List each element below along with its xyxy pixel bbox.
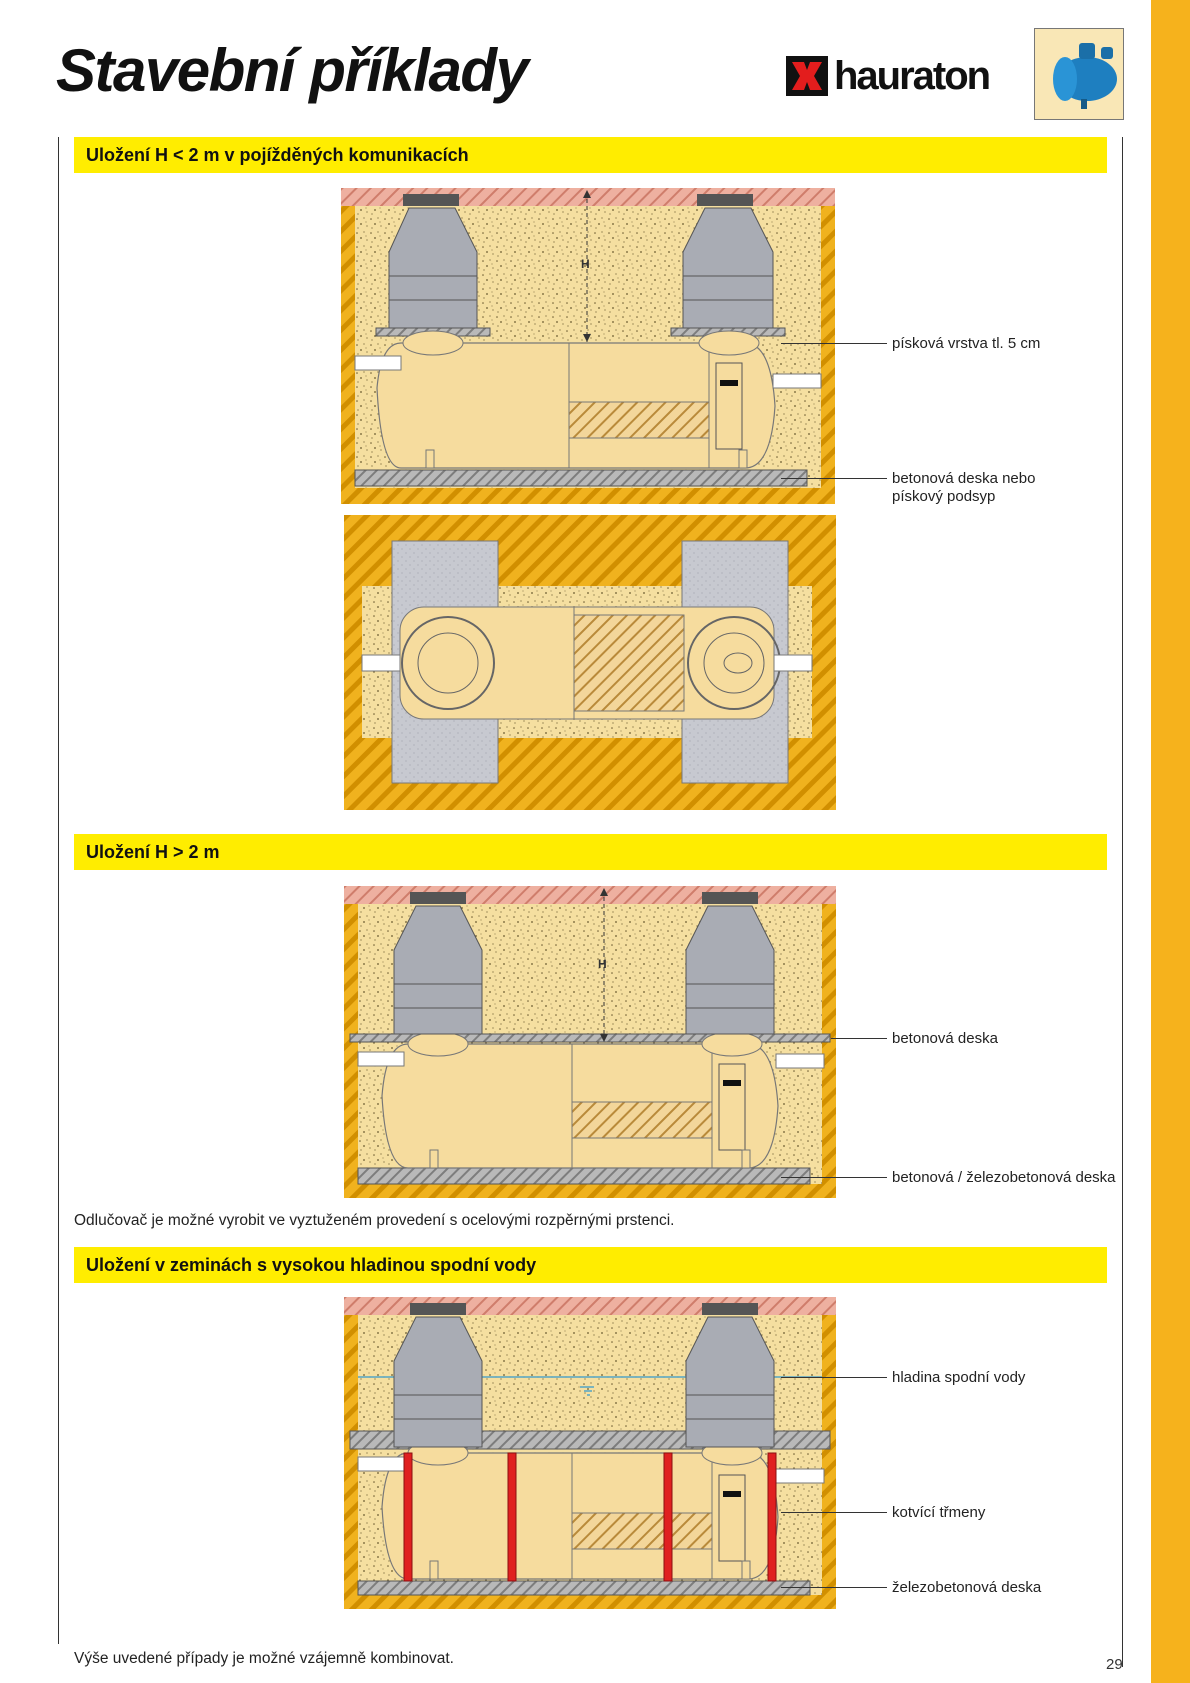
callout-leader (781, 1377, 887, 1378)
left-margin-rule (58, 137, 59, 1644)
callout-reinforced-slab: betonová / železobetonová deska (892, 1169, 1116, 1186)
page-number: 29 (1106, 1656, 1123, 1673)
callout-leader (781, 478, 887, 479)
callout-leader (781, 1177, 887, 1178)
callout-leader (781, 1512, 887, 1513)
section-1-header (74, 137, 1107, 173)
callout-anchor-straps: kotvící třmeny (892, 1504, 986, 1521)
separator-tank-thumbnail (1034, 28, 1124, 120)
section-2-note: Odlučovač je možné vyrobit ve vyztuženém provedení s ocelovými rozpěrnými prstenci. (74, 1212, 675, 1229)
accent-strip (1151, 0, 1190, 1683)
diagram-section-1-plan-view (344, 515, 836, 810)
callout-leader (781, 1587, 887, 1588)
diagram-section-2-side-view (344, 886, 836, 1198)
callout-leader (831, 1038, 887, 1039)
section-3-header (74, 1247, 1107, 1283)
hauraton-logo-icon (786, 56, 828, 96)
diagram-section-3-side-view (344, 1297, 836, 1609)
callout-sand-layer: písková vrstva tl. 5 cm (892, 335, 1041, 352)
callout-concrete-slab: betonová deska (892, 1030, 998, 1047)
dimension-label-h: H (581, 257, 590, 271)
brand-logo (786, 56, 989, 96)
section-3-note: Výše uvedené případy je možné vzájemně kombinovat. (74, 1650, 454, 1667)
dimension-label-h: H (598, 957, 607, 971)
callout-groundwater-level: hladina spodní vody (892, 1369, 1026, 1386)
diagram-section-1-side-view (341, 188, 835, 504)
callout-base-slab: betonová deska nebo pískový podsyp (892, 470, 1036, 505)
section-2-header (74, 834, 1107, 870)
callout-leader (781, 343, 887, 344)
callout-reinforced-concrete-slab: železobetonová deska (892, 1579, 1042, 1596)
section-title: Uložení v zeminách s vysokou hladinou spodní vody (86, 1255, 537, 1275)
brand-name: hauraton (834, 54, 990, 98)
page-title: Stavební příklady (56, 37, 528, 104)
right-margin-rule (1122, 137, 1123, 1667)
section-title: Uložení H < 2 m v pojížděných komunikacích (86, 145, 469, 165)
section-title: Uložení H > 2 m (86, 842, 220, 862)
